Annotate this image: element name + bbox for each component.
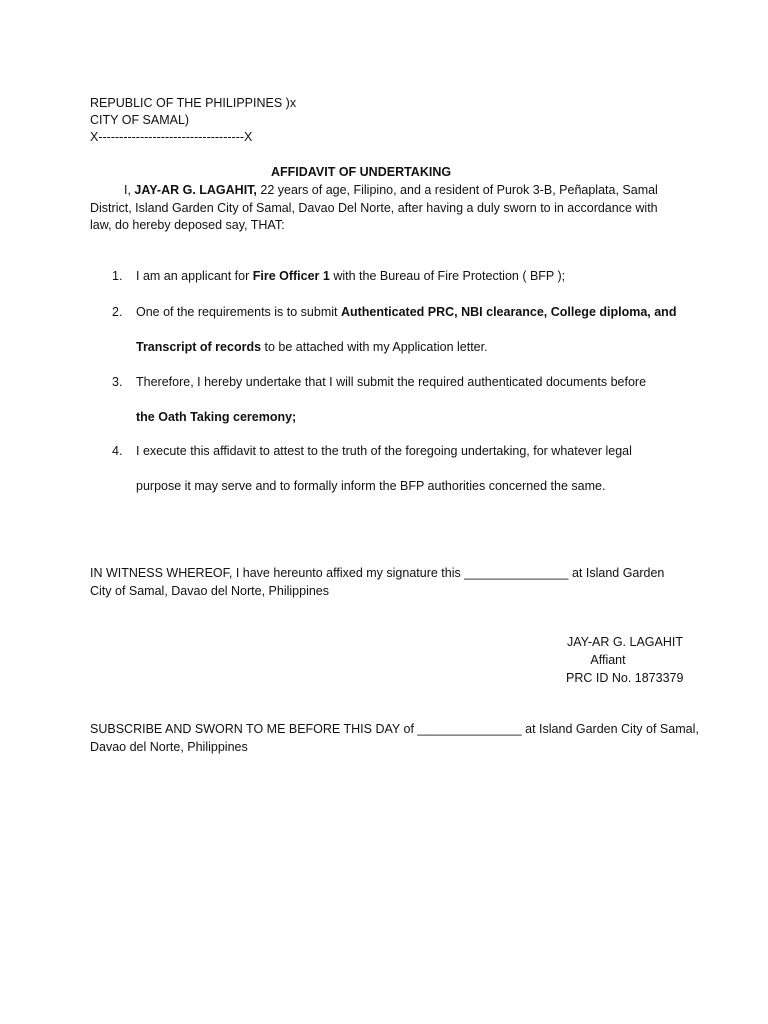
signatory-name: JAY-AR G. LAGAHIT bbox=[566, 635, 683, 649]
document-title: AFFIDAVIT OF UNDERTAKING bbox=[271, 165, 452, 179]
item-number: 4. bbox=[112, 444, 123, 458]
item-2-pre: One of the requirements is to submit bbox=[136, 305, 341, 319]
intro-residence: 22 years of age, Filipino, and a resident of Purok 3-B, Peñaplata, Samal bbox=[256, 183, 658, 197]
item-4-line-1: I execute this affidavit to attest to the truth of the foregoing undertaking, for whatever legal bbox=[136, 444, 632, 458]
item-2-line-2 bbox=[136, 338, 488, 356]
caption-city: CITY OF SAMAL) bbox=[90, 113, 190, 127]
item-2-line-1 bbox=[136, 303, 676, 321]
item-2-transcript: Transcript of records bbox=[136, 340, 262, 354]
intro-line-2: District, Island Garden City of Samal, Davao Del Norte, after having a duly sworn to in accordance with bbox=[90, 201, 658, 215]
jurat-line-2: Davao del Norte, Philippines bbox=[90, 740, 248, 754]
caption-separator: X-----------------------------------X bbox=[90, 130, 253, 144]
item-1-post: with the Bureau of Fire Protection ( BFP ); bbox=[329, 269, 566, 283]
item-4-line-2: purpose it may serve and to formally inform the BFP authorities concerned the same. bbox=[136, 479, 606, 493]
prc-id: PRC ID No. 1873379 bbox=[566, 671, 684, 685]
witness-line-1: IN WITNESS WHEREOF, I have hereunto affixed my signature this _______________ at Island Garden bbox=[90, 566, 665, 580]
jurat-line-1: SUBSCRIBE AND SWORN TO ME BEFORE THIS DAY of _______________ at Island Garden City of Samal, bbox=[90, 722, 699, 736]
item-1-text bbox=[136, 267, 565, 285]
item-3-line-1: Therefore, I hereby undertake that I will submit the required authenticated documents before bbox=[136, 375, 647, 389]
item-2-post: to be attached with my Application letter. bbox=[261, 340, 488, 354]
item-1-position: Fire Officer 1 bbox=[252, 269, 330, 283]
item-number: 1. bbox=[112, 269, 123, 283]
affiant-name-inline: JAY-AR G. LAGAHIT, bbox=[134, 183, 257, 197]
item-number: 3. bbox=[112, 375, 123, 389]
intro-line-1 bbox=[124, 181, 658, 199]
signatory-role: Affiant bbox=[590, 653, 626, 667]
witness-line-2: City of Samal, Davao del Norte, Philippines bbox=[90, 584, 330, 598]
item-1-pre: I am an applicant for bbox=[136, 269, 253, 283]
item-2-requirements: Authenticated PRC, NBI clearance, College diploma, and bbox=[340, 305, 677, 319]
intro-prefix: I, bbox=[124, 183, 135, 197]
item-3-line-2: the Oath Taking ceremony; bbox=[136, 410, 297, 424]
item-number: 2. bbox=[112, 305, 123, 319]
caption-republic: REPUBLIC OF THE PHILIPPINES )x bbox=[90, 96, 297, 110]
intro-line-3: law, do hereby deposed say, THAT: bbox=[90, 218, 285, 232]
